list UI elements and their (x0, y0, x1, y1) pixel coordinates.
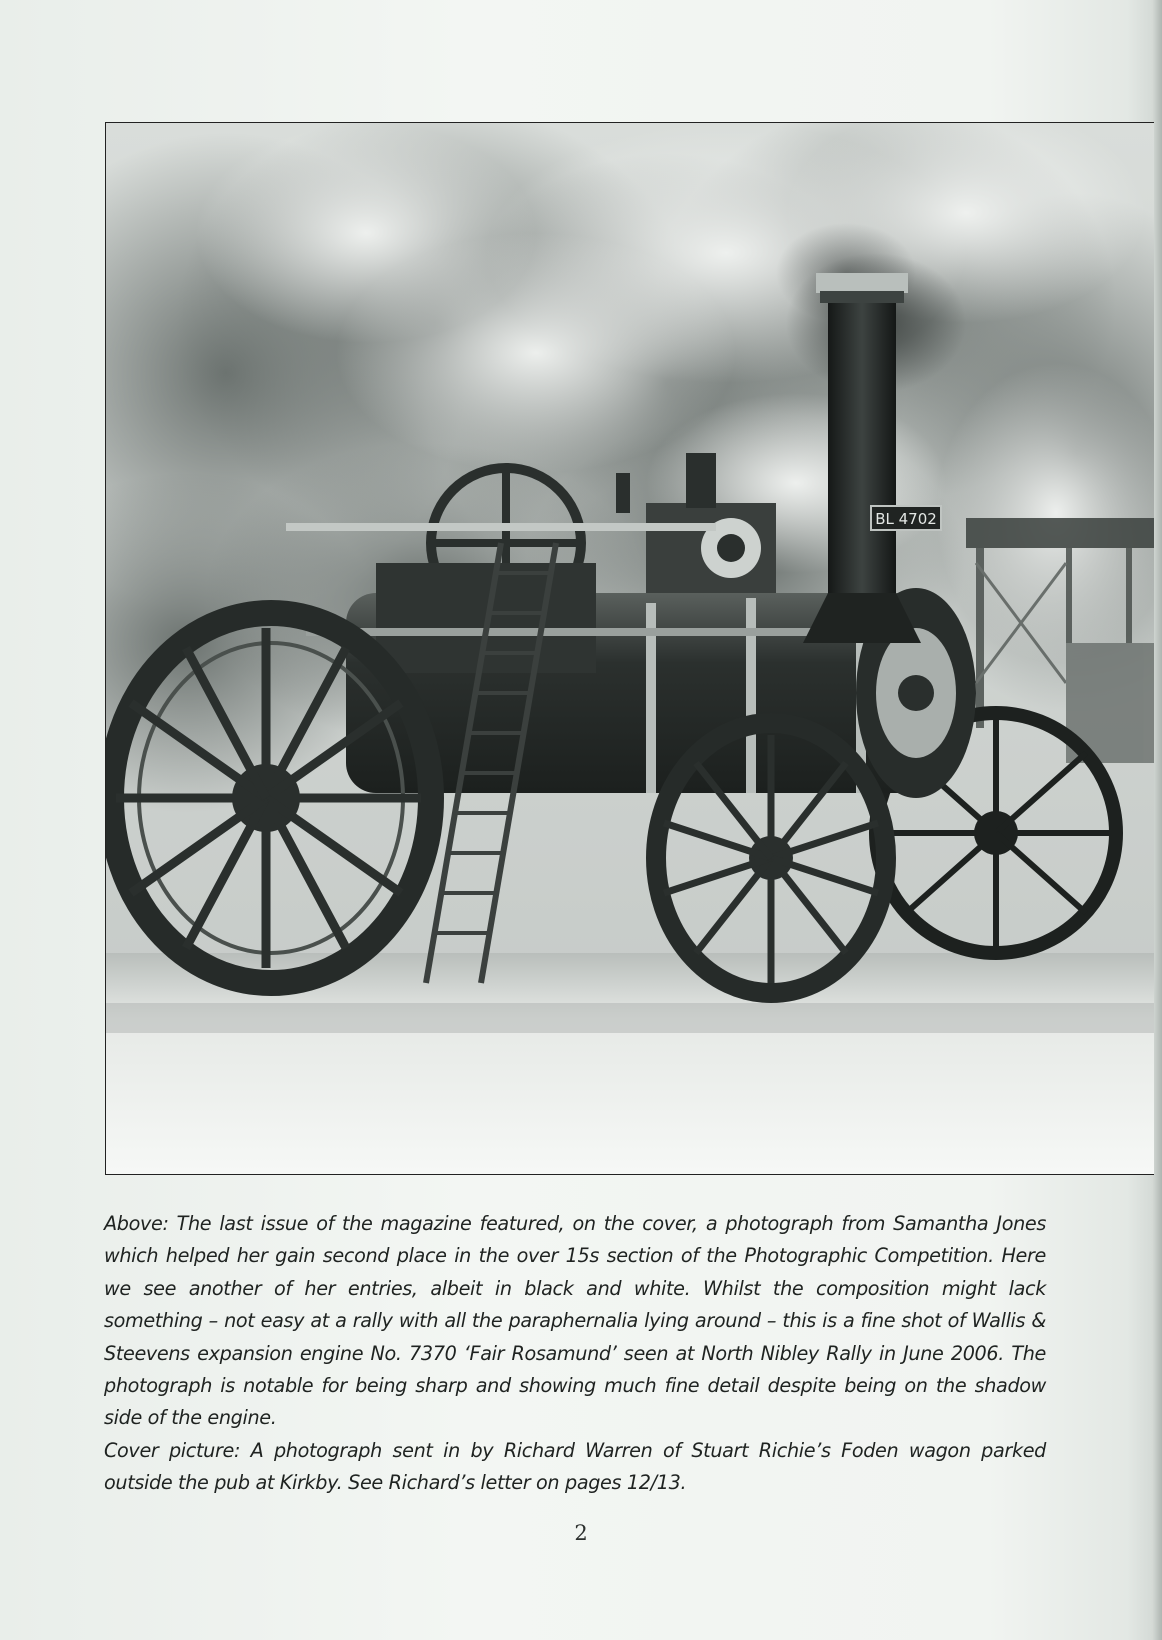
caption-above: Above: The last issue of the magazine featured, on the cover, a photograph from Samantha Jones which helped her gain second place in the over 15s section of the Photographic Competition. Here we see another of her entries, albeit in black and white. Whilst the composition might lack something – not easy at a rally with all the paraphernalia lying around – this is a fine shot of Wallis & Steevens expansion engine No. 7370 ‘Fair Rosamund’ seen at North Nibley Rally in June 2006. The photograph is notable for being sharp and showing much fine detail despite being on the shadow side of the engine. (104, 1212, 1046, 1430)
photo-caption (104, 1208, 1046, 1500)
registration-plate: BL 4702 (875, 510, 937, 528)
caption-cover-picture: Cover picture: A photograph sent in by Richard Warren of Stuart Richie’s Foden wagon parked outside the pub at Kirkby. See Richard’s letter on pages 12/13. (104, 1438, 1046, 1495)
traction-engine-photograph (105, 122, 1154, 1175)
page-number: 2 (574, 1521, 588, 1545)
